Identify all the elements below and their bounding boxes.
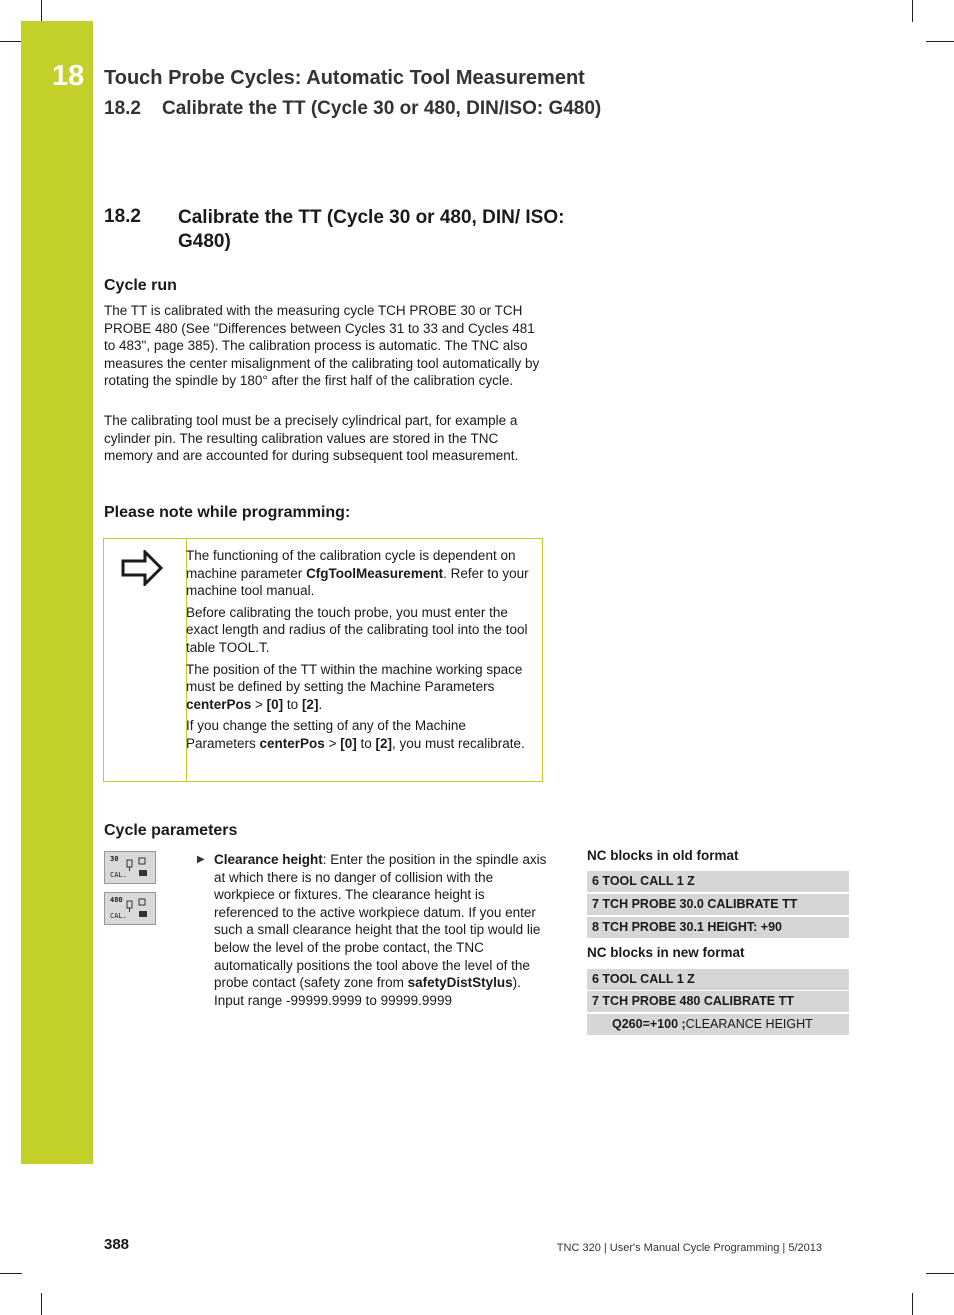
arrow-right-icon [121, 550, 163, 586]
clearance-height-description: Clearance height: Enter the position in the spindle axis at which there is no danger of collision with the workpiece or fixtures. The clearance height is referenced to the active workpiece datum. If you enter such a small clearance height that the tool tip would lie below the level of the probe contact, the TNC automatically positions the tool above the level of the probe contact (safety zone from safetyDistStylus). Input range -99999.9999 to 99999.9999 [214, 852, 547, 1008]
crop-mark [0, 1273, 22, 1274]
softkey-cycle-30[interactable]: 30 CAL. [104, 851, 156, 884]
running-section-number: 18.2 [104, 98, 141, 119]
cycle-run-paragraph-1: The TT is calibrated with the measuring cycle TCH PROBE 30 or TCH PROBE 480 (See "Differences between Cycles 31 to 33 and Cycles 481 to 483", page 385). The calibration process is automatic. The TNC also measures the center misalignment of the calibrating tool automatically by rotating the spindle by 180° after the first half of the calibration cycle. [104, 303, 540, 389]
note-paragraph-2: Before calibrating the touch probe, you must enter the exact length and radius of the calibrating tool into the tool table TOOL.T. [186, 604, 528, 655]
crop-mark [41, 0, 42, 22]
crop-mark [0, 41, 22, 42]
note-paragraph-3: The position of the TT within the machine working space must be defined by setting the Machine Parameters centerPos > [0] to [2]. [186, 661, 523, 712]
nc-code-line: 7 TCH PROBE 30.0 CALIBRATE TT [587, 894, 849, 915]
nc-code-line: 6 TOOL CALL 1 Z [587, 969, 849, 990]
section-number: 18.2 [104, 206, 141, 227]
parameter-name: Clearance height [214, 852, 323, 867]
chapter-number: 18 [52, 60, 85, 92]
crop-mark [912, 1293, 913, 1315]
cycle-run-paragraph-2: The calibrating tool must be a precisely cylindrical part, for example a cylinder pin. The resulting calibration values are stored in the TNC memory and are accounted for during subsequent tool measurement. [104, 413, 519, 464]
chapter-title: Touch Probe Cycles: Automatic Tool Measurement [104, 67, 585, 89]
softkey-cycle-480[interactable]: 480 CAL. [104, 892, 156, 925]
note-box [103, 538, 543, 782]
cycle-parameters-heading: Cycle parameters [104, 822, 238, 839]
machine-parameter: CfgToolMeasurement [306, 565, 444, 581]
nc-old-heading: NC blocks in old format [587, 848, 739, 863]
chapter-band [21, 21, 93, 1164]
nc-new-heading: NC blocks in new format [587, 945, 745, 960]
cycle-run-heading: Cycle run [104, 277, 177, 294]
crop-mark [926, 41, 954, 42]
nc-comment: CLEARANCE HEIGHT [685, 1017, 813, 1031]
section-title: Calibrate the TT (Cycle 30 or 480, DIN/ ISO: G480) [178, 207, 565, 252]
nc-code-line: 7 TCH PROBE 480 CALIBRATE TT [587, 991, 849, 1012]
footer-text: TNC 320 | User's Manual Cycle Programming | 5/2013 [556, 1242, 822, 1254]
crop-mark [926, 1273, 954, 1274]
note-paragraph-4: If you change the setting of any of the Machine Parameters centerPos > [0] to [2], you must recalibrate. [186, 718, 525, 751]
note-heading: Please note while programming: [104, 504, 351, 521]
bullet-triangle-icon: ▶ [197, 854, 205, 865]
parameter-reference: safetyDistStylus [407, 975, 513, 991]
running-section-title: Calibrate the TT (Cycle 30 or 480, DIN/ISO: G480) [162, 98, 602, 119]
nc-code-line: 6 TOOL CALL 1 Z [587, 871, 849, 892]
page-number: 388 [104, 1236, 130, 1253]
probe-icon [125, 898, 151, 920]
nc-code-line: 8 TCH PROBE 30.1 HEIGHT: +90 [587, 917, 849, 938]
nc-code-line: Q260=+100 ;CLEARANCE HEIGHT [587, 1014, 849, 1035]
note-text [186, 547, 534, 757]
crop-mark [912, 0, 913, 22]
note-paragraph-1: The functioning of the calibration cycle is dependent on machine parameter CfgToolMeasurement. Refer to your machine tool manual. [186, 548, 529, 599]
probe-icon [125, 857, 151, 879]
running-section-header [104, 98, 601, 120]
crop-mark [41, 1293, 42, 1315]
